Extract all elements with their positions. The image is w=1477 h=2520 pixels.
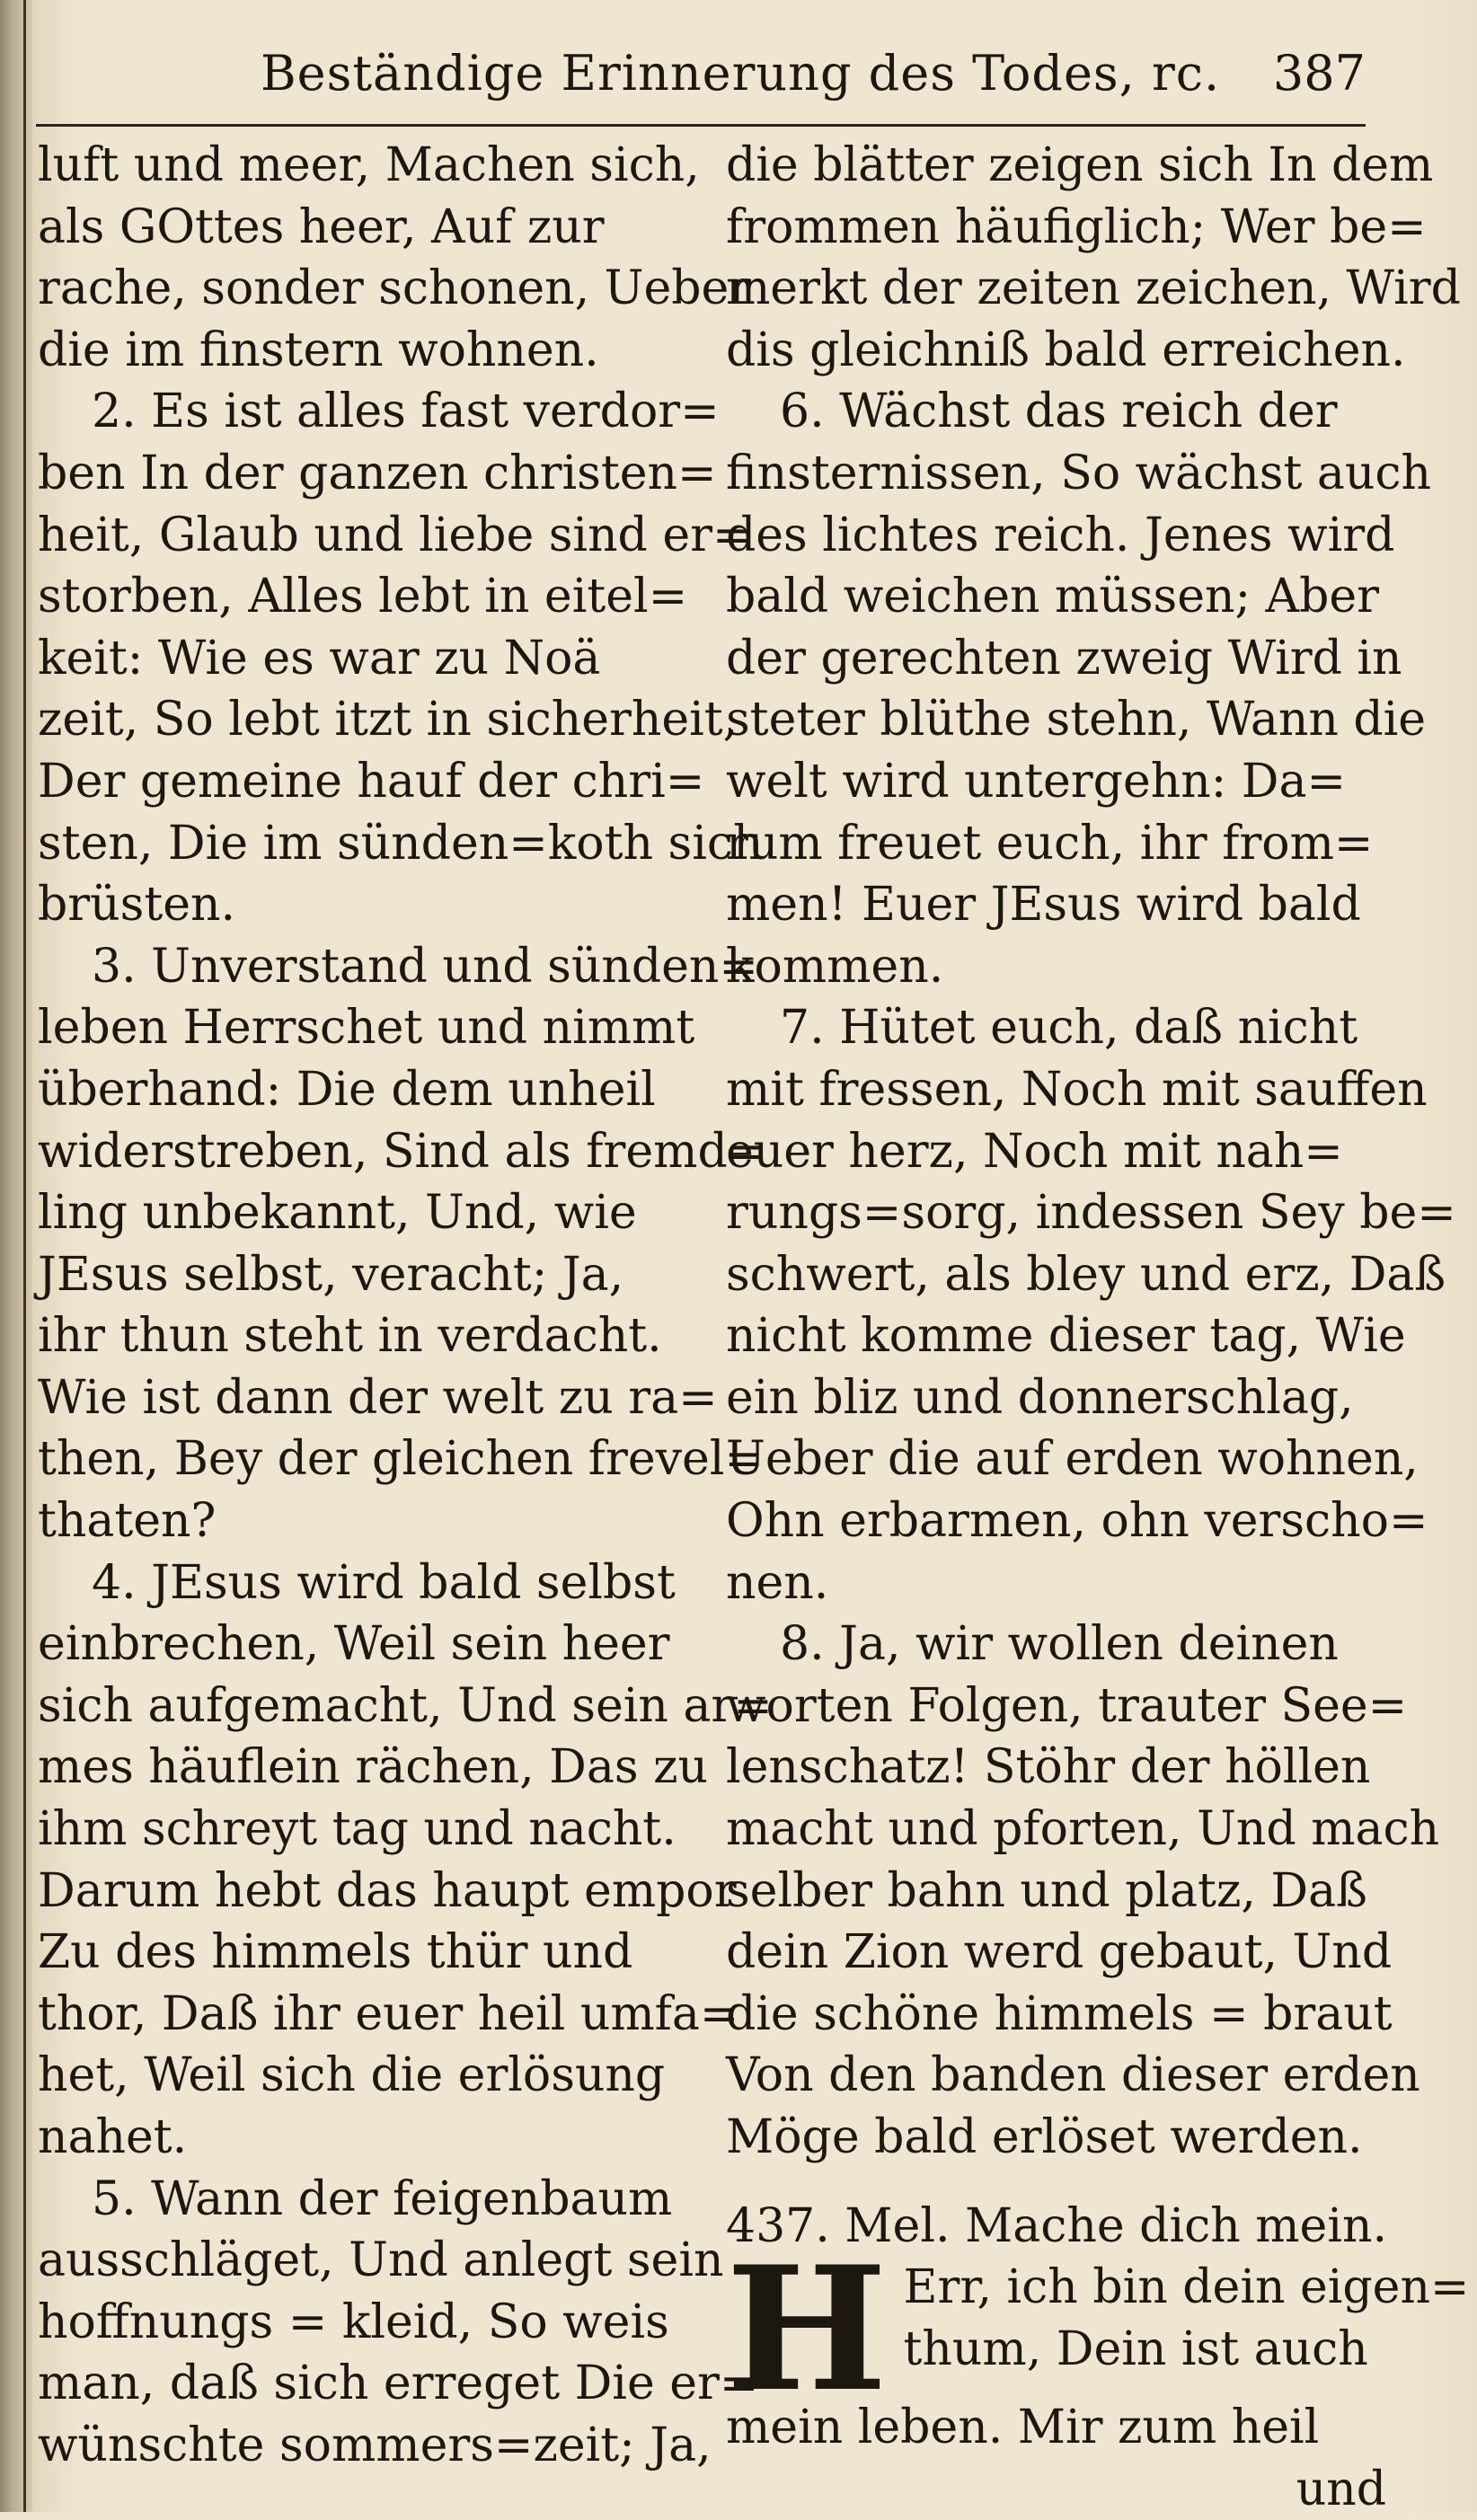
text-line: ausschläget, Und anlegt sein [38, 2233, 724, 2288]
text-line: wünschte sommers=zeit; Ja, [38, 2418, 712, 2472]
text-line: macht und pforten, Und mach [726, 1802, 1440, 1857]
text-line: bald weichen müssen; Aber [726, 570, 1380, 624]
text-line: nen. [726, 1555, 829, 1610]
text-line: welt wird untergehn: Da= [726, 754, 1347, 809]
text-line: merkt der zeiten zeichen, Wird [726, 261, 1461, 316]
text-line: schwert, als bley und erz, Daß [726, 1247, 1446, 1302]
text-line: sten, Die im sünden=koth sich [38, 816, 764, 871]
gutter-rule [23, 0, 26, 2512]
text-line: 2. Es ist alles fast verdor= [92, 385, 720, 439]
text-line: Der gemeine hauf der chri= [38, 754, 705, 809]
text-line: Wie ist dann der welt zu ra= [38, 1370, 718, 1425]
text-line: 5. Wann der feigenbaum [92, 2171, 673, 2226]
text-line: 6. Wächst das reich der [780, 385, 1338, 439]
hymn-line: thum, Dein ist auch [903, 2321, 1368, 2376]
text-line: lenschatz! Stöhr der höllen [726, 1740, 1371, 1795]
hymn-heading: 437. Mel. Mache dich mein. [726, 2198, 1387, 2253]
text-line: sich aufgemacht, Und sein ar= [38, 1678, 773, 1733]
running-title: Beständige Erinnerung des Todes, rc. [261, 45, 1221, 102]
text-line: ling unbekannt, Und, wie [38, 1186, 637, 1241]
text-line: men! Euer JEsus wird bald [726, 878, 1361, 933]
text-line: ein bliz und donnerschlag, [726, 1370, 1354, 1425]
page-number: 387 [1272, 45, 1366, 102]
text-line: einbrechen, Weil sein heer [38, 1617, 670, 1672]
text-line: zeit, So lebt itzt in sicherheit, [38, 693, 738, 747]
text-line: überhand: Die dem unheil [38, 1062, 656, 1117]
text-line: 4. JEsus wird bald selbst [92, 1555, 676, 1610]
binding-gutter [0, 0, 32, 2512]
text-line: 8. Ja, wir wollen deinen [780, 1617, 1339, 1672]
text-line: Zu des himmels thür und [38, 1925, 633, 1980]
text-line: mes häuflein rächen, Das zu [38, 1740, 708, 1795]
text-line: worten Folgen, trauter See= [726, 1678, 1408, 1733]
text-line: rum freuet euch, ihr from= [726, 816, 1374, 871]
text-line: Ueber die auf erden wohnen, [726, 1432, 1419, 1487]
text-line: Von den banden dieser erden [726, 2048, 1420, 2103]
text-line: dein Zion werd gebaut, Und [726, 1925, 1393, 1980]
text-line: rache, sonder schonen, Ueber [38, 261, 752, 316]
text-line: ihr thun steht in verdacht. [38, 1309, 662, 1364]
section-gap [726, 2169, 1386, 2196]
text-line: die schöne himmels = braut [726, 1986, 1393, 2041]
text-line: Darum hebt das haupt empor [38, 1863, 737, 1918]
text-line: 7. Hütet euch, daß nicht [780, 1001, 1358, 1056]
text-line: mit fressen, Noch mit sauffen [726, 1062, 1428, 1117]
text-line: euer herz, Noch mit nah= [726, 1124, 1343, 1179]
catchword: und [1296, 2462, 1386, 2516]
text-line: nahet. [38, 2110, 188, 2164]
text-line: het, Weil sich die erlösung [38, 2048, 666, 2103]
hymn-opening [726, 2229, 1470, 2459]
hymn-line: Err, ich bin dein eigen= [903, 2260, 1470, 2315]
text-line: als GOttes heer, Auf zur [38, 199, 605, 254]
text-line: luft und meer, Machen sich, [38, 138, 700, 192]
text-line: selber bahn und platz, Daß [726, 1863, 1367, 1918]
text-line: widerstreben, Sind als fremd= [38, 1124, 767, 1179]
text-line: hoffnungs = kleid, So weis [38, 2295, 669, 2349]
text-line: brüsten. [38, 878, 236, 933]
text-line: Ohn erbarmen, ohn verscho= [726, 1494, 1428, 1549]
text-line: thaten? [38, 1494, 217, 1549]
text-line: heit, Glaub und liebe sind er= [38, 508, 752, 562]
text-line: Möge bald erlöset werden. [726, 2110, 1363, 2164]
text-line: finsternissen, So wächst auch [726, 446, 1432, 500]
text-line: der gerechten zweig Wird in [726, 631, 1402, 685]
text-line: keit: Wie es war zu Noä [38, 631, 601, 685]
text-line: steter blüthe stehn, Wann die [726, 693, 1427, 747]
text-line: die im finstern wohnen. [38, 323, 599, 377]
text-line: thor, Daß ihr euer heil umfa= [38, 1986, 739, 2041]
text-line: ben In der ganzen christen= [38, 446, 717, 500]
hymn-line: mein leben. Mir zum heil [726, 2401, 1320, 2455]
text-line: rungs=sorg, indessen Sey be= [726, 1186, 1456, 1241]
right-column [726, 135, 1470, 2520]
text-line: kommen. [726, 939, 944, 994]
text-line: nicht komme dieser tag, Wie [726, 1309, 1406, 1364]
text-line: des lichtes reich. Jenes wird [726, 508, 1395, 562]
text-line: die blätter zeigen sich In dem [726, 138, 1434, 192]
text-line: leben Herrschet und nimmt [38, 1001, 695, 1056]
text-line: man, daß sich erreget Die er= [38, 2356, 759, 2411]
running-header [261, 36, 1366, 117]
header-rule [36, 124, 1366, 127]
drop-capital: H [726, 2229, 888, 2430]
text-line: frommen häufiglich; Wer be= [726, 199, 1427, 254]
left-column [38, 135, 773, 2477]
text-line: storben, Alles lebt in eitel= [38, 570, 688, 624]
text-line: then, Bey der gleichen frevel= [38, 1432, 765, 1487]
text-line: JEsus selbst, veracht; Ja, [38, 1247, 624, 1302]
text-line: dis gleichniß bald erreichen. [726, 323, 1406, 377]
text-line: ihm schreyt tag und nacht. [38, 1802, 677, 1857]
text-line: 3. Unverstand und sünden= [92, 939, 758, 994]
